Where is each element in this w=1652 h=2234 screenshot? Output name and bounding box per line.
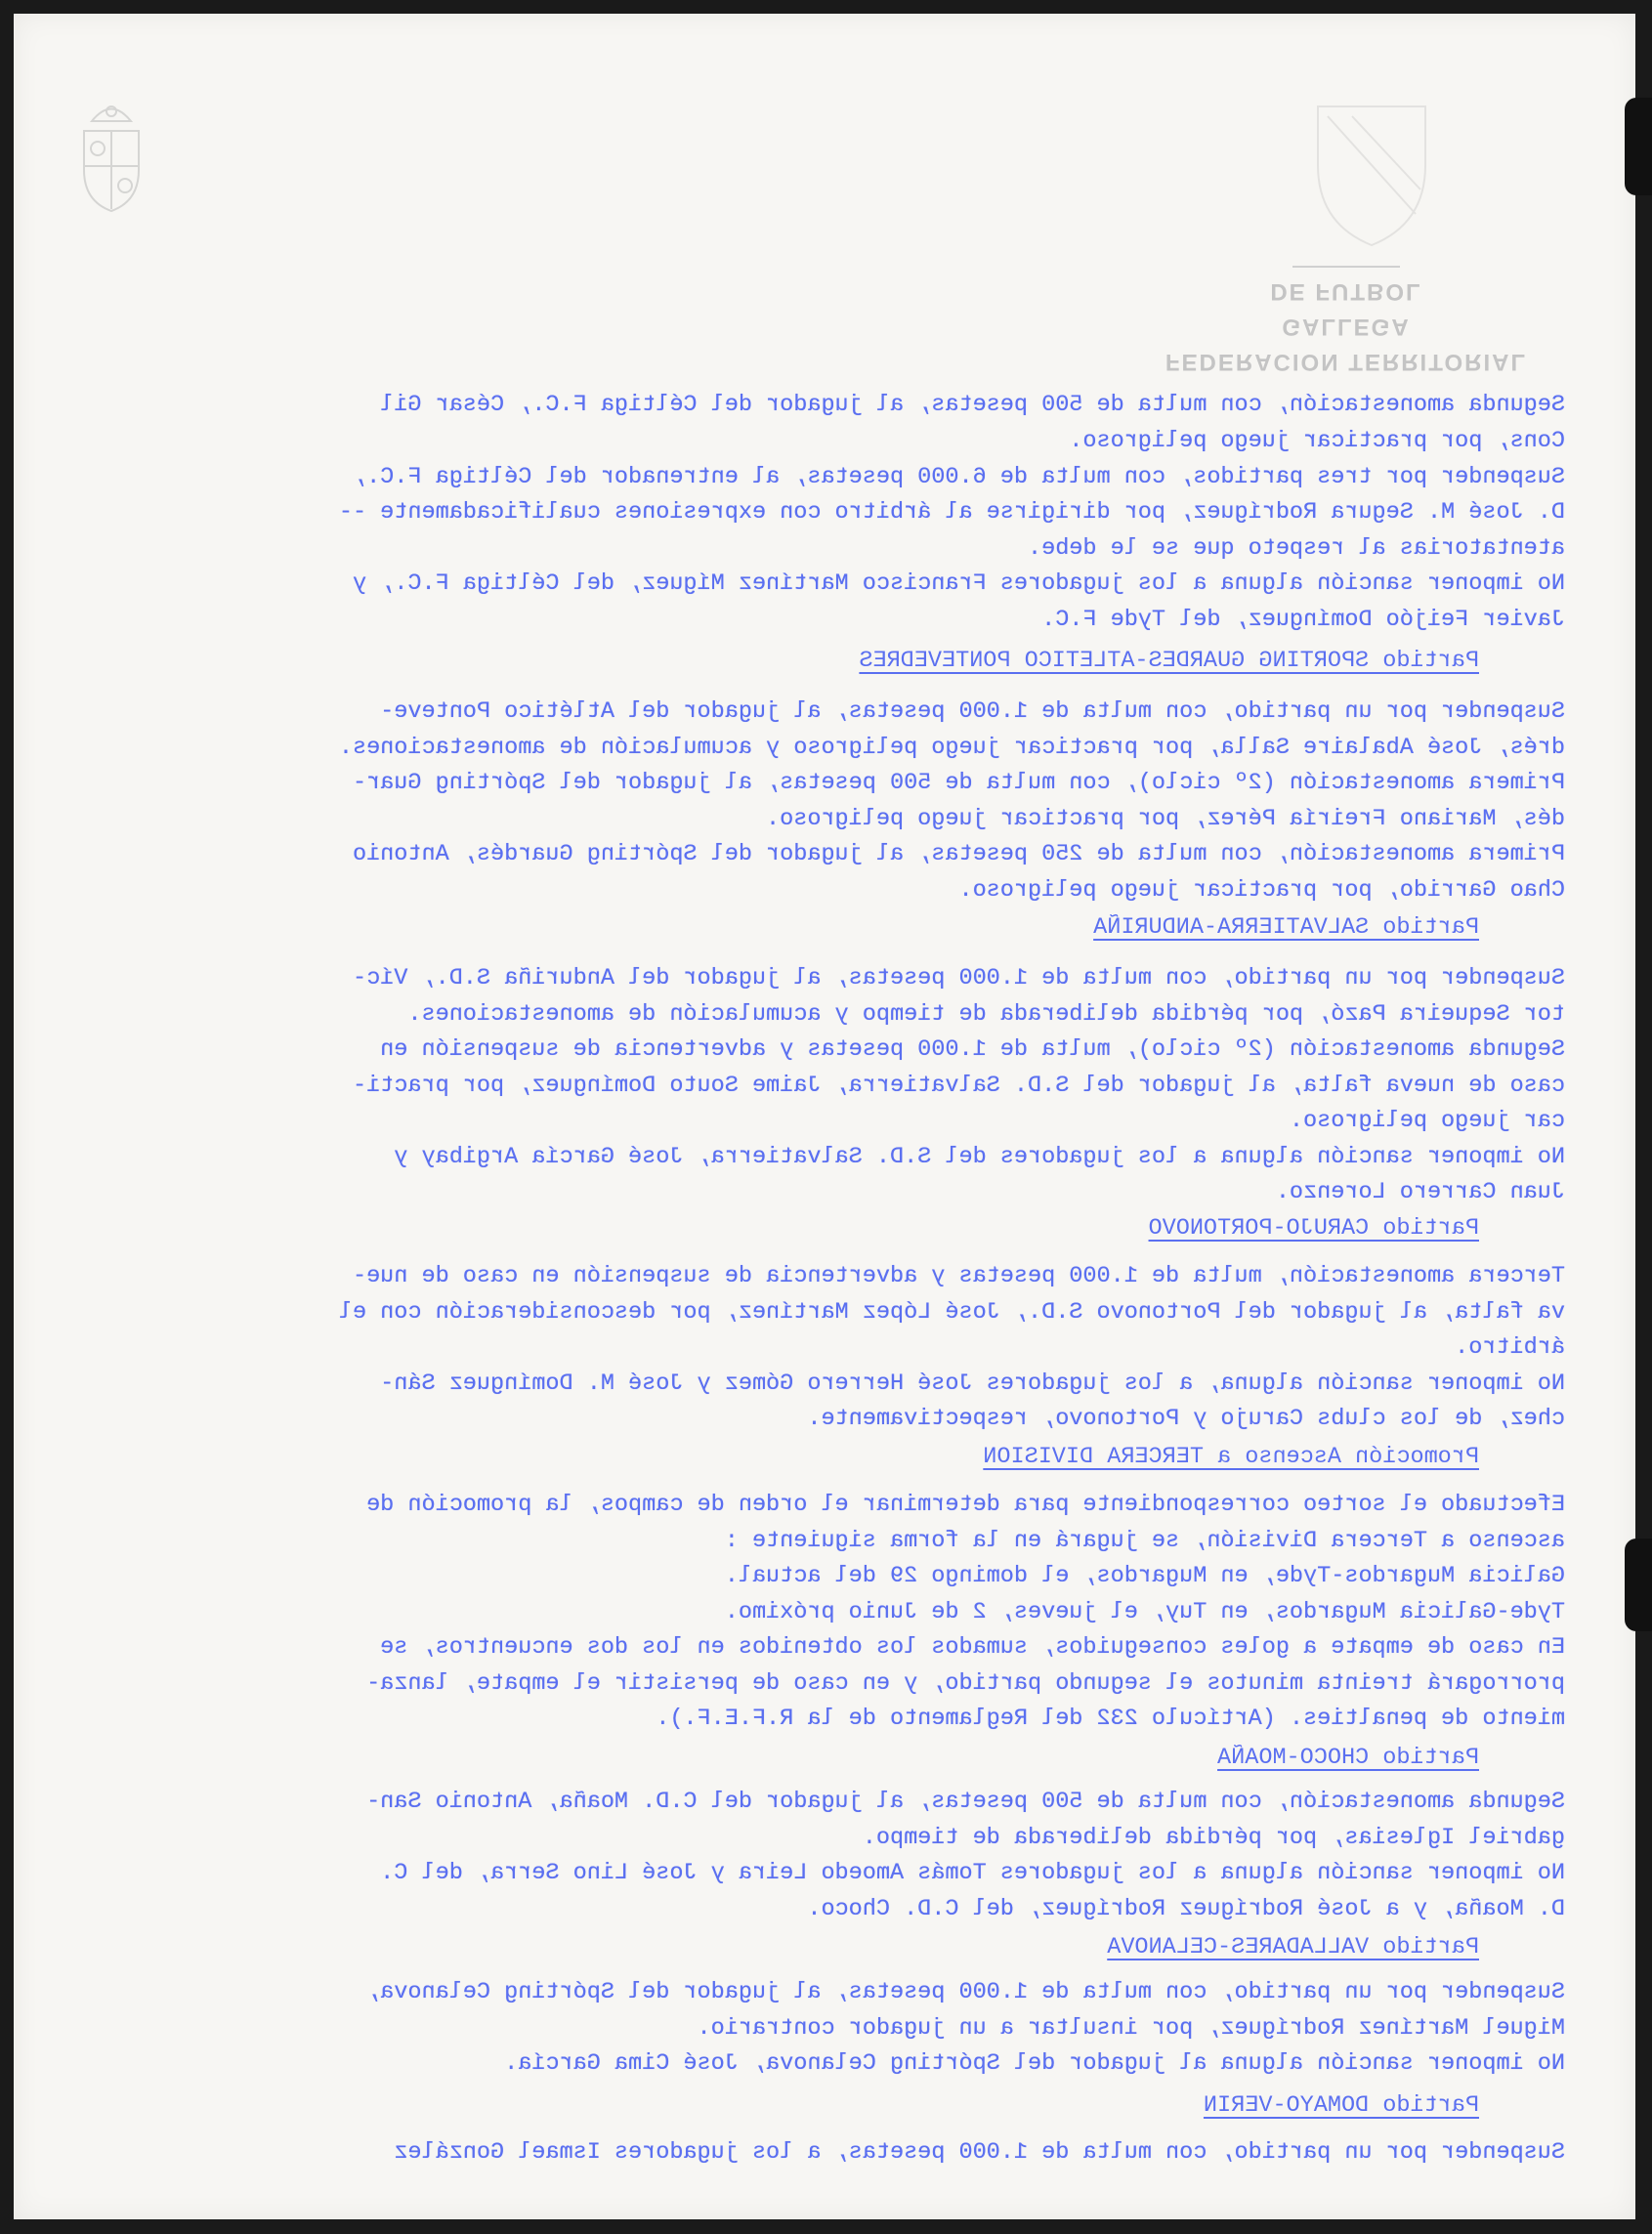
text-line: Primera amonestación, con multa de 250 pesetas, al jugador del Spórting Guardés, Antonio [352,841,1565,867]
text-line: prorrogará treinta minutos el segundo partido, y en caso de persistir el empate, lanza- [366,1670,1565,1697]
text-line: No imponer sanción alguna a los jugadores Tomás Amoedo Leira y José Lino Serra, del C. [380,1860,1565,1886]
binding-mark [1625,1539,1652,1631]
text-line: D. José M. Segura Rodríguez, por dirigirse al árbitro con expresiones cualificadamente -- [338,499,1565,526]
text-line: Tercera amonestación, multa de 1.000 pesetas y advertencia de suspensión en caso de nue- [352,1263,1565,1289]
text-line: tor Sequeira Pazó, por pérdida deliberada de tiempo y acumulación de amonestaciones. [407,1001,1565,1028]
text-line: ascenso a Tercera División, se jugará en la forma siguiente : [724,1528,1565,1554]
section-heading: Partido CHOCO-MOAÑA [1217,1745,1479,1771]
text-line: drés, José Abalaire Salla, por practicar juego peligroso y acumulación de amonestaciones. [338,735,1565,761]
text-line: Juan Carrero Lorenzo. [1275,1179,1565,1205]
text-line: Miguel Martínez Rodríguez, por insultar a un jugador contrario. [697,2015,1565,2042]
text-line: árbitro. [1455,1334,1565,1361]
letterhead-line-2: DE FUTBOL [1270,278,1422,305]
text-line: gabriel Iglesias, por pérdida deliberada de tiempo. [862,1825,1565,1851]
text-line: Suspender por un partido, con multa de 1.000 pesetas, al jugador del Anduriña S.D., Víc- [352,965,1565,991]
text-line: No imponer sanción alguna a los jugadores Francisco Martínez Míguez, del Céltiga F.C., y [352,570,1565,597]
text-line: atentatorias al respeto que se le debe. [1028,535,1565,562]
bleed-through-text [14,14,1635,2219]
section-heading: Partido SPORTING GUARDES-ATLETICO PONTEVEDRES [859,648,1479,674]
text-line: En caso de empate a goles conseguidos, sumados los obtenidos en los dos encuentros, se [380,1634,1565,1661]
text-line: Segunda amonestación, con multa de 500 pesetas, al jugador del C.D. Moaña, Antonio San- [366,1789,1565,1815]
text-line: Suspender por tres partidos, con multa de 6.000 pesetas, al entrenador del Céltiga F.C., [352,464,1565,490]
section-heading: Partido DOMAYO-VERIN [1203,2092,1479,2119]
document-page [14,14,1635,2219]
text-line: miento de penalties. (Artículo 232 del Reglamento de la R.F.E.F.). [656,1706,1565,1732]
text-line: Javier Feijóo Domínguez, del Tyde F.C. [1041,607,1565,633]
text-line: Primera amonestación (2º ciclo), con multa de 500 pesetas, al jugador del Spórting Guar- [352,770,1565,796]
text-line: chez, de los clubs Carujo y Portonovo, respectivamente. [807,1406,1565,1432]
text-line: No imponer sanción alguna al jugador del Spórting Celanova, José Cima García. [504,2050,1565,2077]
text-line: Galicia Mugardos-Tyde, en Mugardos, el domingo 29 del actual. [724,1563,1565,1589]
text-line: Efectuado el sorteo correspondiente para determinar el orden de campos, la promoción de [366,1492,1565,1518]
binding-mark [1625,98,1652,195]
section-heading: Partido SALVATIERRA-ANDURIÑA [1093,914,1479,941]
text-line: Suspender por un partido, con multa de 1.000 pesetas, al jugador del Atlético Ponteve- [380,698,1565,725]
text-line: Tyde-Galicia Mugardos, en Tuy, el jueves, 2 de Junio próximo. [724,1599,1565,1625]
text-line: No imponer sanción alguna a los jugadores del S.D. Salvatierra, José García Argibay y [394,1144,1565,1170]
section-heading: Partido VALLADARES-CELANOVA [1107,1934,1479,1960]
section-heading: Partido CARUJO-PORTONOVO [1148,1215,1479,1242]
text-line: Chao Garrido, por practicar juego peligroso. [958,877,1565,904]
text-line: D. Moaña, y a José Rodríguez Rodríguez, del C.D. Choco. [807,1896,1565,1922]
text-line: Suspender por un partido, con multa de 1.000 pesetas, a los jugadores Ismael González [394,2139,1565,2166]
text-line: caso de nueva falta, al jugador del S.D. Salvatierra, Jaime Souto Domínguez, por practi- [352,1073,1565,1099]
text-line: dés, Mariano Freiría Pérez, por practicar juego peligroso. [766,806,1565,832]
letterhead-line-1: FEDERACION TERRITORIAL GALLEGA [1165,314,1528,375]
text-line: va falta, al jugador del Portonovo S.D., José López Martínez, por desconsideración con el [338,1299,1565,1326]
text-line: Suspender por un partido, con multa de 1.000 pesetas, al jugador del Spórting Celanova, [366,1979,1565,2005]
section-heading: Promoción Ascenso a TERCERA DIVISION [983,1444,1479,1470]
text-line: car juego peligroso. [1289,1108,1565,1134]
text-line: Segunda amonestación (2º ciclo), multa de 1.000 pesetas y advertencia de suspensión en [380,1036,1565,1063]
text-line: Segunda amonestación, con multa de 500 pesetas, al jugador del Céltiga F.C., César Gil [380,392,1565,418]
text-line: Cons, por practicar juego peligroso. [1069,428,1565,454]
text-line: No imponer sanción alguna, a los jugadores José Herrero Gómez y José M. Domínguez Sán- [380,1370,1565,1397]
